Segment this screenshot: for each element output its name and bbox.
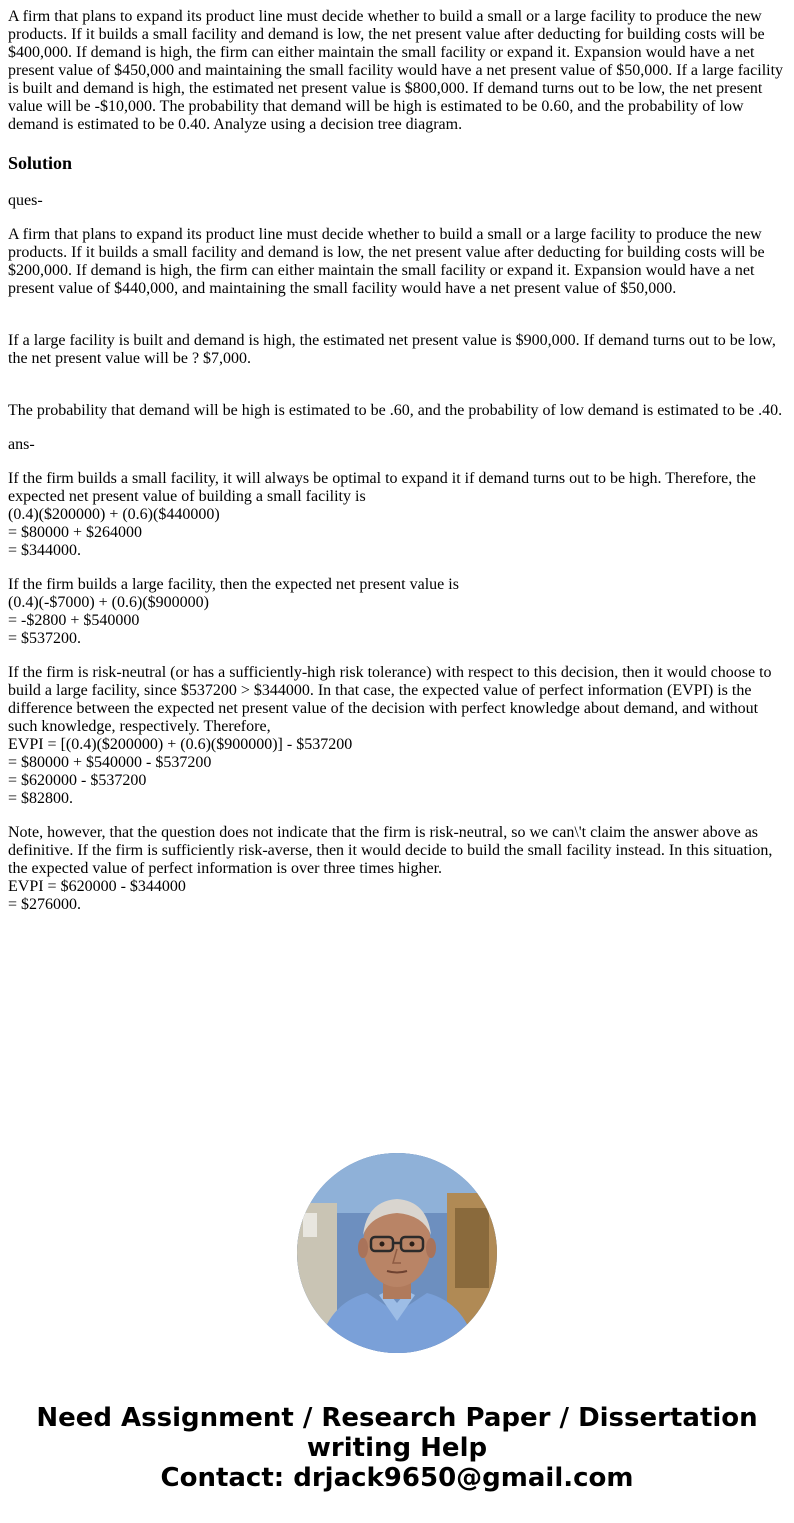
promo-contact[interactable]: Contact: drjack9650@gmail.com	[160, 1463, 634, 1493]
answer-note-line-2: = $276000.	[8, 896, 82, 913]
answer-large-line-1: (0.4)(-$7000) + (0.6)($900000)	[8, 594, 209, 611]
answer-small-line-1: (0.4)($200000) + (0.6)($440000)	[8, 506, 220, 523]
answer-small-facility	[8, 470, 786, 560]
ques-label: ques-	[8, 192, 43, 209]
answer-large-line-2: = -$2800 + $540000	[8, 612, 140, 629]
promo-line-2: writing Help	[306, 1433, 488, 1463]
answer-evpi	[8, 664, 786, 808]
answer-large-intro: If the firm builds a large facility, then the expected net present value is	[8, 576, 459, 593]
answer-note-intro: Note, however, that the question does not indicate that the firm is risk-neutral, so we can\'t claim the answer above as definitive. If the firm is sufficiently risk-averse, then it would decide to build the small facility instead. In this situation, the expected value of perfect information is over three times higher.	[8, 824, 773, 877]
answer-evpi-line-2: = $80000 + $540000 - $537200	[8, 754, 212, 771]
spacer	[8, 384, 786, 402]
answer-note-line-1: EVPI = $620000 - $344000	[8, 878, 186, 895]
ques-paragraph-1: A firm that plans to expand its product line must decide whether to build a small or a large facility to produce the new products. If it builds a small facility and demand is low, the net present value after deducting for building costs will be $200,000. If demand is high, the firm can either maintain the small facility or expand it. Expansion would have a net present value of $440,000, and maintaining the small facility would have a net present value of $50,000.	[8, 226, 765, 297]
answer-large-line-3: = $537200.	[8, 630, 82, 647]
question-text: A firm that plans to expand its product line must decide whether to build a small or a large facility to produce the new products. If it builds a small facility and demand is low, the net present value after deducting for building costs will be $400,000. If demand is high, the firm can either maintain the small facility or expand it. Expansion would have a net present value of $450,000 and maintaining the small facility would have a net present value of $50,000. If a large facility is built and demand is high, the estimated net present value is $800,000. If demand turns out to be low, the net present value will be -$10,000. The probability that demand will be high is estimated to be 0.60, and the probability of low demand is estimated to be 0.40. Analyze using a decision tree diagram.	[8, 8, 784, 133]
answer-note	[8, 824, 786, 914]
answer-small-line-3: = $344000.	[8, 542, 82, 559]
promo-banner	[0, 1403, 794, 1493]
spacer	[8, 314, 786, 332]
answer-small-line-2: = $80000 + $264000	[8, 524, 143, 541]
answer-evpi-intro: If the firm is risk-neutral (or has a sufficiently-high risk tolerance) with respect to this decision, then it would choose to build a large facility, since $537200 > $344000. In that case, the expected value of perfect information (EVPI) is the difference between the expected net present value of the decision with perfect knowledge about demand, and without such knowledge, respectively. Therefore,	[8, 664, 772, 735]
ques-paragraph-3: The probability that demand will be high is estimated to be .60, and the probability of low demand is estimated to be .40.	[8, 402, 783, 419]
answer-evpi-line-1: EVPI = [(0.4)($200000) + (0.6)($900000)] - $537200	[8, 736, 353, 753]
solution-heading: Solution	[8, 153, 73, 173]
document-content	[8, 8, 786, 930]
answer-evpi-line-4: = $82800.	[8, 790, 74, 807]
answer-large-facility	[8, 576, 786, 648]
ans-label: ans-	[8, 436, 35, 453]
answer-small-intro: If the firm builds a small facility, it will always be optimal to expand it if demand turns out to be high. Therefore, the expected net present value of building a small facility is	[8, 470, 756, 505]
promo-line-1: Need Assignment / Research Paper / Dissertation	[36, 1403, 758, 1433]
person-photo-icon	[297, 1153, 497, 1353]
ques-paragraph-2: If a large facility is built and demand is high, the estimated net present value is $900,000. If demand turns out to be low, the net present value will be ? $7,000.	[8, 332, 776, 367]
answer-evpi-line-3: = $620000 - $537200	[8, 772, 147, 789]
avatar-illustration	[297, 1153, 497, 1353]
